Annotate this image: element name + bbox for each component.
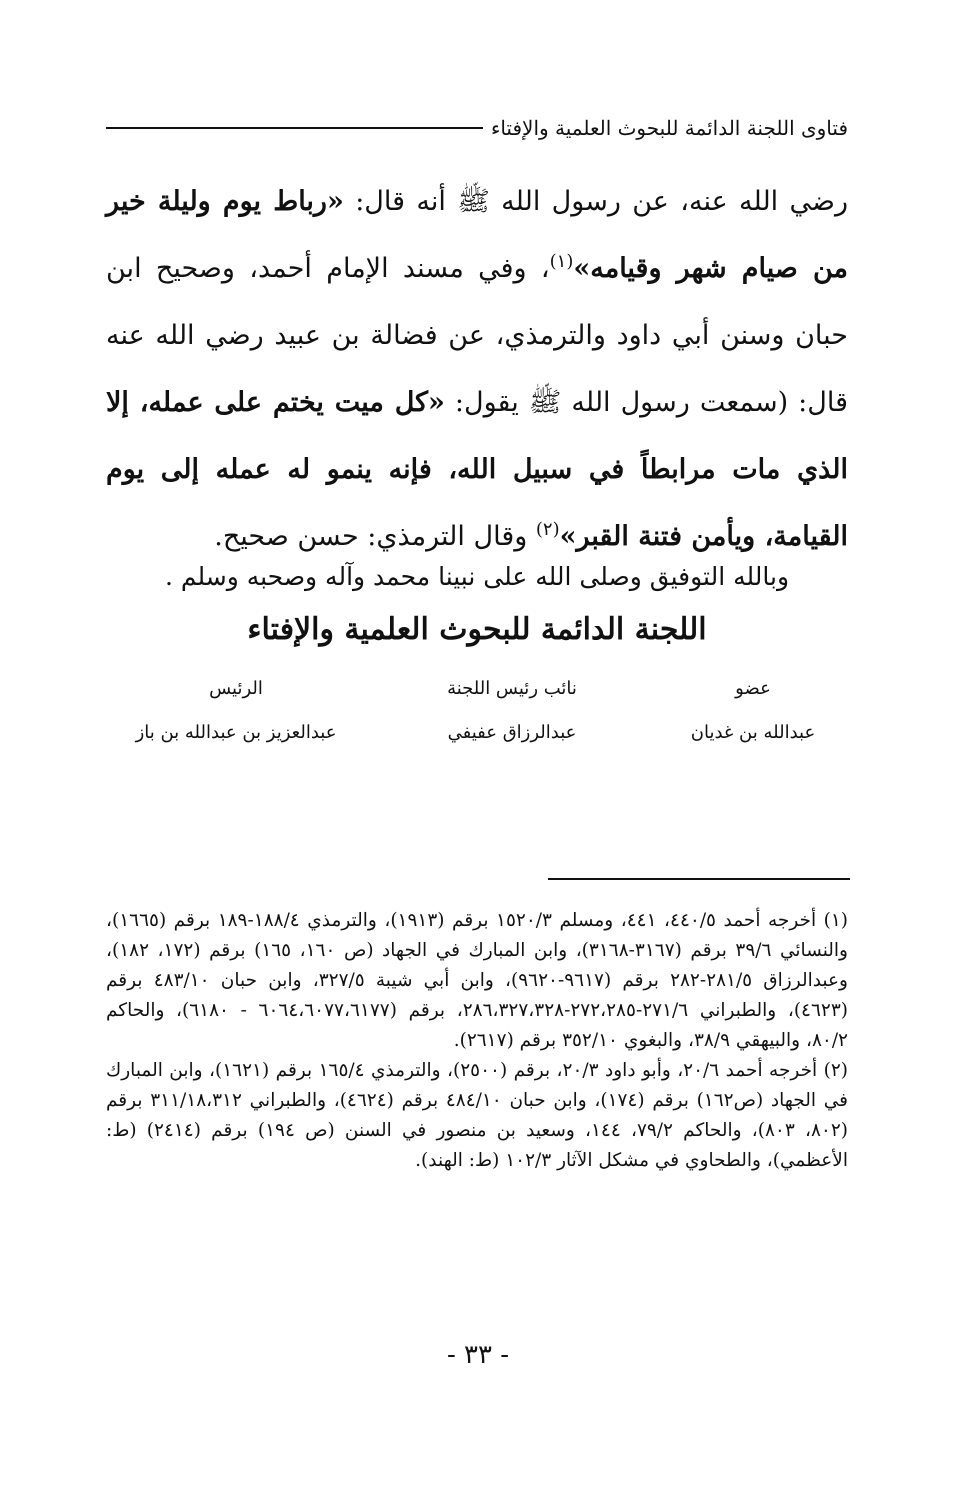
role-vice-chairman: نائب رئيس اللجنة (447, 678, 577, 699)
name-chairman: عبدالعزيز بن عبدالله بن باز (135, 722, 337, 743)
name-vice-chairman: عبدالرزاق عفيفي (447, 722, 577, 743)
hadith-quote-1: «رباط يوم وليلة خير من صيام شهر وقيامه» (106, 186, 848, 284)
footnotes (106, 906, 848, 1176)
paragraph-text-2: ، وفي مسند الإمام أحمد، وصحيح ابن حبان وسنن أبي داود والترمذي، عن فضالة بن عبيد رضي الله عنه قال: (سمعت رسول الله ﷺ يقول: (106, 253, 848, 418)
paragraph-text-3: وقال الترمذي: حسن صحيح. (214, 521, 536, 552)
paragraph-text-1: رضي الله عنه، عن رسول الله ﷺ أنه قال: (343, 186, 848, 217)
footnote-2: (٢) أخرجه أحمد ٢٠/٦، وأبو داود ٢٠/٣، برقم (٢٥٠٠)، والترمذي ١٦٥/٤ برقم (١٦٢١)، وابن المبارك في الجهاد (ص١٦٢) برقم (١٧٤)، وابن حبان ٤٨٤/١٠ برقم (٤٦٢٤)، والطبراني ٣١١/١٨،٣١٢ برقم (٨٠٢، ٨٠٣)، والحاكم ٧٩/٢، ١٤٤، وسعيد بن منصور في السنن (ص ١٩٤) برقم (٢٤١٤) (ط: الأعظمي)، والطحاوي في مشكل الآثار ١٠٢/٣ (ط: الهند). (106, 1060, 848, 1171)
footnote-ref-1[interactable]: (١) (549, 251, 574, 272)
role-member: عضو (735, 678, 771, 699)
role-chairman: الرئيس (209, 678, 263, 699)
header-title: فتاوى اللجنة الدائمة للبحوث العلمية والإفتاء (490, 116, 848, 140)
committee-name: اللجنة الدائمة للبحوث العلمية والإفتاء (247, 612, 707, 647)
footnote-separator (548, 878, 850, 880)
signature-roles (106, 678, 848, 699)
main-paragraph (106, 168, 848, 570)
name-member: عبدالله بن غديان (690, 722, 816, 743)
signature-names (106, 722, 848, 743)
closing-line: وبالله التوفيق وصلى الله على نبينا محمد وآله وصحبه وسلم . (164, 562, 790, 591)
footnote-1: (١) أخرجه أحمد ٤٤٠/٥، ٤٤١، ومسلم ١٥٢٠/٣ برقم (١٩١٣)، والترمذي ١٨٨/٤-١٨٩ برقم (١٦٦٥)، والنسائي ٣٩/٦ برقم (٣١٦٧-٣١٦٨)، وابن المبارك في الجهاد (ص ١٦٠، ١٦٥) برقم (١٧٢، ١٨٢)، وعبدالرزاق ٢٨١/٥-٢٨٢ برقم (٩٦١٧-٩٦٢٠)، وابن أبي شيبة ٣٢٧/٥، وابن حبان ٤٨٣/١٠ برقم (٤٦٢٣)، والطبراني ٢٧١/٦-٢٧٢،٢٨٥-٢٨٦،٣٢٧،٣٢٨، برقم (٦٠٦٤،٦٠٧٧،٦١٧٧ - ٦١٨٠)، والحاكم ٨٠/٢، والبيهقي ٣٨/٩، والبغوي ٣٥٢/١٠ برقم (٢٦١٧). (106, 910, 849, 1051)
footnote-ref-2[interactable]: (٢) (535, 519, 560, 540)
page-number: - ٣٣ - (446, 1340, 510, 1370)
header-rule (106, 127, 483, 129)
hadith-quote-2: «كل ميت يختم على عمله، إلا الذي مات مرابطاً في سبيل الله، فإنه ينمو له عمله إلى يوم القيامة، ويأمن فتنة القبر» (106, 387, 848, 552)
running-header (106, 108, 848, 148)
